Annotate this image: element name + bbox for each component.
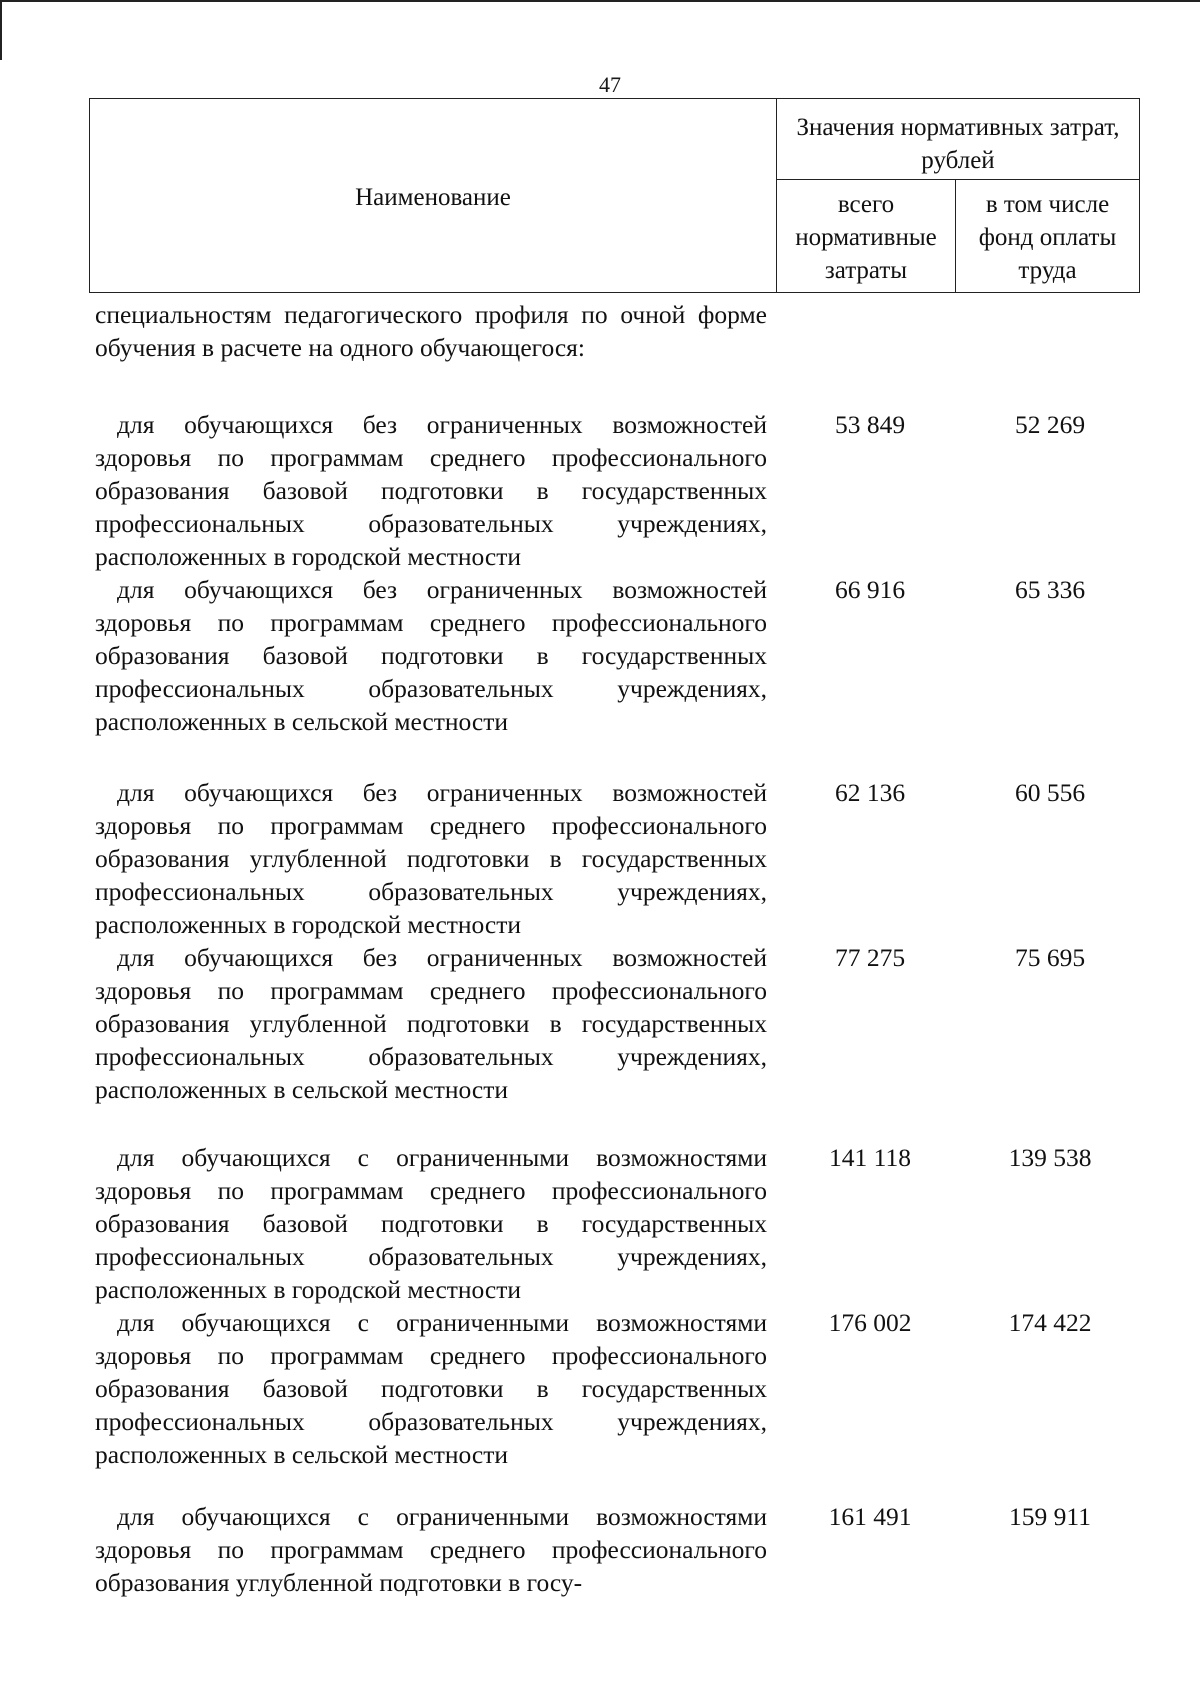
row-2-total: 66 916 bbox=[834, 575, 906, 604]
header-values-group-cell bbox=[777, 99, 1140, 180]
row-3-fund: 60 556 bbox=[1014, 778, 1086, 807]
header-name-cell bbox=[90, 99, 777, 293]
row-6-fund: 174 422 bbox=[1008, 1308, 1092, 1337]
row-7-text: для обучающихся с ограниченными возможностями здоровья по программам среднего профессионального образования углубленной подготовки в госу- bbox=[95, 1502, 767, 1597]
row-3-total: 62 136 bbox=[834, 778, 906, 807]
header-total-label: всего нормативные затраты bbox=[795, 191, 937, 284]
row-7-total: 161 491 bbox=[828, 1502, 912, 1531]
header-total-cell bbox=[777, 180, 956, 293]
header-values-group-label: Значения нормативных затрат, рублей bbox=[796, 114, 1120, 174]
row-6-total: 176 002 bbox=[828, 1308, 912, 1337]
row-2-fund: 65 336 bbox=[1014, 575, 1086, 604]
table-header bbox=[89, 98, 1140, 293]
header-fund-label: в том числе фонд оплаты труда bbox=[978, 191, 1117, 284]
row-4-fund: 75 695 bbox=[1014, 943, 1086, 972]
row-2-text: для обучающихся без ограниченных возможностей здоровья по программам среднего профессионального образования базовой подготовки в государственных профессиональных образовательных учреждениях, расположенных в сельской местности bbox=[95, 575, 767, 736]
page-number: 47 bbox=[599, 72, 621, 97]
row-5-text: для обучающихся с ограниченными возможностями здоровья по программам среднего профессионального образования базовой подготовки в государственных профессиональных образовательных учреждениях, расположенных в городской местности bbox=[95, 1143, 767, 1304]
header-name-label: Наименование bbox=[355, 184, 511, 211]
intro-text: специальностям педагогического профиля по очной форме обучения в расчете на одного обучающегося: bbox=[95, 300, 767, 362]
row-1-fund: 52 269 bbox=[1014, 410, 1086, 439]
row-1-text: для обучающихся без ограниченных возможностей здоровья по программам среднего профессионального образования базовой подготовки в государственных профессиональных образовательных учреждениях, расположенных в городской местности bbox=[95, 410, 767, 571]
scan-border-left bbox=[0, 0, 2, 60]
header-fund-cell bbox=[956, 180, 1140, 293]
row-4-total: 77 275 bbox=[834, 943, 906, 972]
scan-border-top bbox=[0, 0, 1200, 2]
row-6-text: для обучающихся с ограниченными возможностями здоровья по программам среднего профессионального образования базовой подготовки в государственных профессиональных образовательных учреждениях, расположенных в сельской местности bbox=[95, 1308, 767, 1469]
row-3-text: для обучающихся без ограниченных возможностей здоровья по программам среднего профессионального образования углубленной подготовки в государственных профессиональных образовательных учреждениях, расположенных в городской местности bbox=[95, 778, 767, 939]
row-5-total: 141 118 bbox=[829, 1143, 911, 1172]
row-4-text: для обучающихся без ограниченных возможностей здоровья по программам среднего профессионального образования углубленной подготовки в государственных профессиональных образовательных учреждениях, расположенных в сельской местности bbox=[95, 943, 767, 1104]
row-5-fund: 139 538 bbox=[1008, 1143, 1092, 1172]
row-1-total: 53 849 bbox=[834, 410, 906, 439]
row-7-fund: 159 911 bbox=[1009, 1502, 1091, 1531]
